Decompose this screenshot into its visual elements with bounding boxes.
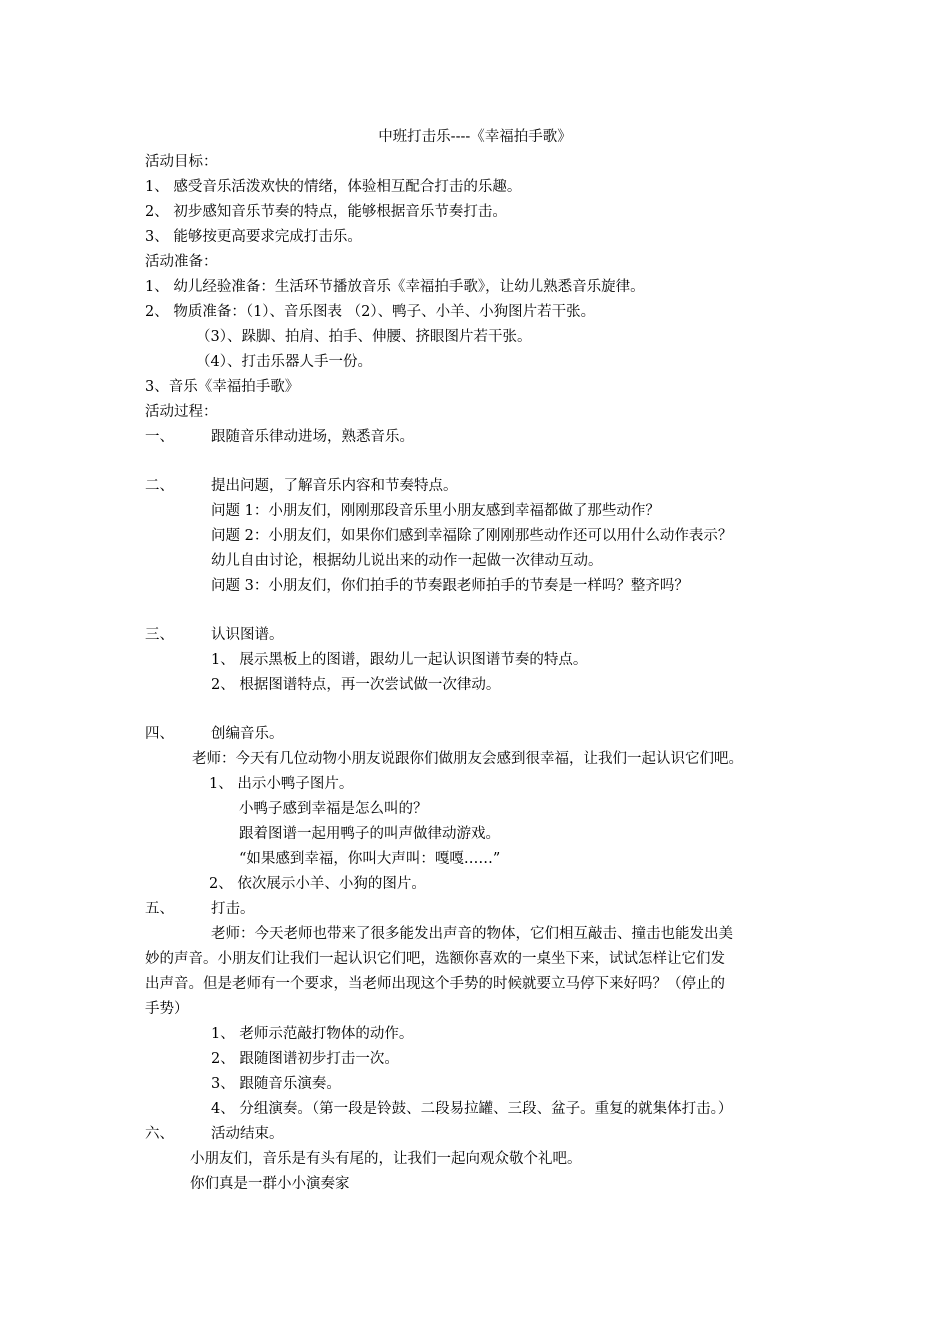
- body-line: 小朋友们，音乐是有头有尾的，让我们一起向观众敬个礼吧。: [190, 1151, 582, 1167]
- section-number: 二、: [145, 478, 174, 494]
- prep-item: 2、 物质准备：（1）、音乐图表 （2）、鸭子、小羊、小狗图片若干张。: [145, 304, 596, 320]
- body-line: 幼儿自由讨论，根据幼儿说出来的动作一起做一次律动互动。: [211, 553, 603, 569]
- paragraph-line: 出声音。但是老师有一个要求，当老师出现这个手势的时候就要立马停下来好吗？（停止的: [145, 976, 725, 992]
- section-title: 活动结束。: [211, 1126, 284, 1142]
- list-item: 4、 分组演奏。（第一段是铃鼓、二段易拉罐、三段、盆子。重复的就集体打击。）: [211, 1101, 733, 1117]
- list-item: 2、 跟随图谱初步打击一次。: [211, 1051, 399, 1067]
- paragraph-line: 老师：今天老师也带来了很多能发出声音的物体，它们相互敲击、撞击也能发出美: [211, 926, 733, 942]
- question-line: 问题 3：小朋友们，你们拍手的节奏跟老师拍手的节奏是一样吗？整齐吗？: [211, 578, 689, 594]
- goal-item: 2、 初步感知音乐节奏的特点，能够根据音乐节奏打击。: [145, 204, 507, 220]
- body-line: 你们真是一群小小演奏家: [190, 1176, 350, 1192]
- paragraph-line: 手势）: [145, 1001, 189, 1017]
- teacher-line: 老师：今天有几位动物小朋友说跟你们做朋友会感到很幸福，让我们一起认识它们吧。: [192, 751, 743, 767]
- process-heading: 活动过程：: [145, 404, 218, 420]
- body-line: 跟着图谱一起用鸭子的叫声做律动游戏。: [239, 826, 500, 842]
- list-item: 2、 根据图谱特点，再一次尝试做一次律动。: [211, 677, 501, 693]
- prep-item: （3）、跺脚、拍肩、拍手、伸腰、挤眼图片若干张。: [196, 329, 532, 345]
- list-item: 1、 出示小鸭子图片。: [209, 776, 354, 792]
- section-title: 打击。: [211, 901, 255, 917]
- section-title: 认识图谱。: [211, 627, 284, 643]
- section-number: 五、: [145, 901, 174, 917]
- body-line: 小鸭子感到幸福是怎么叫的？: [239, 801, 428, 817]
- document-title: 中班打击乐----《幸福拍手歌》: [378, 129, 572, 145]
- list-item: 1、 老师示范敲打物体的动作。: [211, 1026, 414, 1042]
- body-line: “如果感到幸福，你叫大声叫：嘎嘎……”: [239, 851, 501, 867]
- goals-heading: 活动目标：: [145, 154, 218, 170]
- section-title: 跟随音乐律动进场，熟悉音乐。: [211, 429, 414, 445]
- prep-heading: 活动准备：: [145, 254, 218, 270]
- list-item: 1、 展示黑板上的图谱，跟幼儿一起认识图谱节奏的特点。: [211, 652, 588, 668]
- goal-item: 3、 能够按更高要求完成打击乐。: [145, 229, 362, 245]
- prep-item: 1、 幼儿经验准备：生活环节播放音乐《幸福拍手歌》，让幼儿熟悉音乐旋律。: [145, 279, 645, 295]
- prep-item: 3、音乐《幸福拍手歌》: [145, 379, 300, 395]
- section-number: 一、: [145, 429, 174, 445]
- section-title: 提出问题，了解音乐内容和节奏特点。: [211, 478, 458, 494]
- question-line: 问题 1：小朋友们，刚刚那段音乐里小朋友感到幸福都做了那些动作？: [211, 503, 660, 519]
- section-number: 四、: [145, 726, 174, 742]
- section-number: 六、: [145, 1126, 174, 1142]
- paragraph-line: 妙的声音。小朋友们让我们一起认识它们吧，选额你喜欢的一桌坐下来，试试怎样让它们发: [145, 951, 725, 967]
- section-title: 创编音乐。: [211, 726, 284, 742]
- list-item: 3、 跟随音乐演奏。: [211, 1076, 341, 1092]
- list-item: 2、 依次展示小羊、小狗的图片。: [209, 876, 426, 892]
- prep-item: （4）、打击乐器人手一份。: [196, 354, 372, 370]
- goal-item: 1、 感受音乐活泼欢快的情绪，体验相互配合打击的乐趣。: [145, 179, 522, 195]
- section-number: 三、: [145, 627, 174, 643]
- question-line: 问题 2：小朋友们，如果你们感到幸福除了刚刚那些动作还可以用什么动作表示？: [211, 528, 733, 544]
